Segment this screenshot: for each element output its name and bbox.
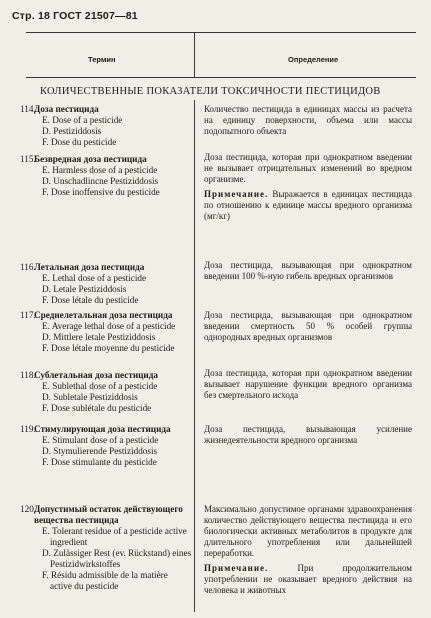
term-de: D. Pestiziddosis bbox=[42, 126, 102, 136]
definition-text: Максимально допустимое органами здравоохранения количество действующего вещества пестицида и его биологически активных метаболитов в продукте для длительного употребления или дальнейшей переработки. bbox=[204, 504, 412, 558]
column-header bbox=[26, 32, 416, 78]
term-ru: Доза пестицида bbox=[34, 104, 99, 114]
term-en: E. Sublethal dose of a pesticide bbox=[42, 381, 158, 391]
term-114 bbox=[20, 104, 192, 148]
term-de: D. Zulässiger Rest (ev. Rückstand) eines Pestizidwirkstoffes bbox=[42, 548, 192, 569]
term-en: E. Average lethal dose of a pesticide bbox=[42, 321, 176, 331]
section-title: КОЛИЧЕСТВЕННЫЕ ПОКАЗАТЕЛИ ТОКСИЧНОСТИ ПЕСТИЦИДОВ bbox=[40, 86, 381, 97]
term-de: D. Subletale Pestiziddosis bbox=[42, 392, 138, 402]
term-ru: Летальная доза пестицида bbox=[34, 262, 145, 272]
term-number: 117. bbox=[20, 310, 36, 320]
term-number: 119. bbox=[20, 424, 36, 434]
term-de: D. Letale Pestiziddosis bbox=[42, 284, 127, 294]
term-119 bbox=[20, 424, 192, 468]
definition-114 bbox=[204, 104, 412, 137]
note-text: Выражается в единицах пестицида по отношению к единице массы вредного организма (мг/кг) bbox=[204, 189, 412, 221]
term-fr: F. Dose létale du pesticide bbox=[42, 295, 139, 305]
term-en: E. Lethal dose of a pesticide bbox=[42, 273, 147, 283]
term-de: D. Mittlere letale Pestiziddosis bbox=[42, 332, 156, 342]
term-en: E. Tolerant residue of a pesticide active ingredient bbox=[42, 526, 187, 547]
term-ru: Стимулирующая доза пестицида bbox=[34, 424, 171, 434]
column-divider bbox=[194, 33, 195, 77]
table-divider bbox=[194, 100, 195, 612]
term-116 bbox=[20, 262, 192, 306]
term-118 bbox=[20, 370, 192, 414]
definition-119 bbox=[204, 424, 412, 446]
note-label: Примечание. bbox=[204, 563, 269, 573]
term-number: 114. bbox=[20, 104, 36, 114]
definition-115 bbox=[204, 152, 412, 222]
column-term: Термин bbox=[88, 55, 116, 64]
definition-text: Доза пестицида, которая при однократном введении вызывает нарушение функции вредного организма без смертельного исхода bbox=[204, 368, 412, 400]
term-en: E. Stimulant dose of a pesticide bbox=[42, 435, 159, 445]
note-text: При продолжительном употреблении не оказывает вредного действия на человека и животных bbox=[204, 563, 412, 595]
term-fr: F. Dose létale moyenne du pesticide bbox=[42, 343, 175, 353]
term-fr: F. Dose inoffensive du pesticide bbox=[42, 187, 160, 197]
term-ru: Сублетальная доза пестицида bbox=[34, 370, 158, 380]
term-fr: F. Résidu admissible de la matière active du pesticide bbox=[42, 570, 168, 591]
definition-117 bbox=[204, 310, 412, 343]
term-de: D. Stymulierende Pestiziddosis bbox=[42, 446, 158, 456]
term-ru: Среднелетальная доза пестицида bbox=[34, 310, 173, 320]
term-115 bbox=[20, 154, 192, 198]
term-en: E. Harmless dose of a pesticide bbox=[42, 165, 158, 175]
column-definition: Определение bbox=[288, 55, 339, 64]
term-ru: Допустимый остаток действующего вещества пестицида bbox=[34, 504, 183, 525]
term-number: 116. bbox=[20, 262, 36, 272]
definition-120 bbox=[204, 504, 412, 596]
term-en: E. Dose of a pesticide bbox=[42, 115, 123, 125]
definition-116 bbox=[204, 260, 412, 282]
definition-text: Доза пестицида, вызывающая при однократном введении 100 %-ную гибель вредных организмов bbox=[204, 260, 412, 281]
definition-text: Доза пестицида, вызывающая усиление жизнедеятельности вредного организма bbox=[204, 424, 412, 445]
term-number: 118. bbox=[20, 370, 36, 380]
term-ru: Безвредная доза пестицида bbox=[34, 154, 147, 164]
term-fr: F. Dose du pesticide bbox=[42, 137, 117, 147]
term-de: D. Unschadlincne Pestiziddosis bbox=[42, 176, 159, 186]
term-fr: F. Dose stimulante du pesticide bbox=[42, 457, 157, 467]
definition-text: Доза пестицида, которая при однократном введении не вызывает отрицательных изменений во вредном организме. bbox=[204, 152, 412, 184]
definition-118 bbox=[204, 368, 412, 401]
definition-text: Доза пестицида, вызывающая при однократном введении смертность 50 % особей группы однородных вредных организмов bbox=[204, 310, 412, 342]
definition-text: Количество пестицида в единицах массы из расчета на единицу поверхности, объема или массы подопытного объекта bbox=[204, 104, 412, 136]
page-header: Стр. 18 ГОСТ 21507—81 bbox=[12, 10, 138, 22]
term-number: 120. bbox=[20, 504, 37, 514]
term-number: 115. bbox=[20, 154, 36, 164]
note-label: Примечание. bbox=[204, 189, 269, 199]
term-fr: F. Dose sublétale du pesticide bbox=[42, 403, 152, 413]
term-117 bbox=[20, 310, 192, 354]
term-120 bbox=[20, 504, 192, 592]
